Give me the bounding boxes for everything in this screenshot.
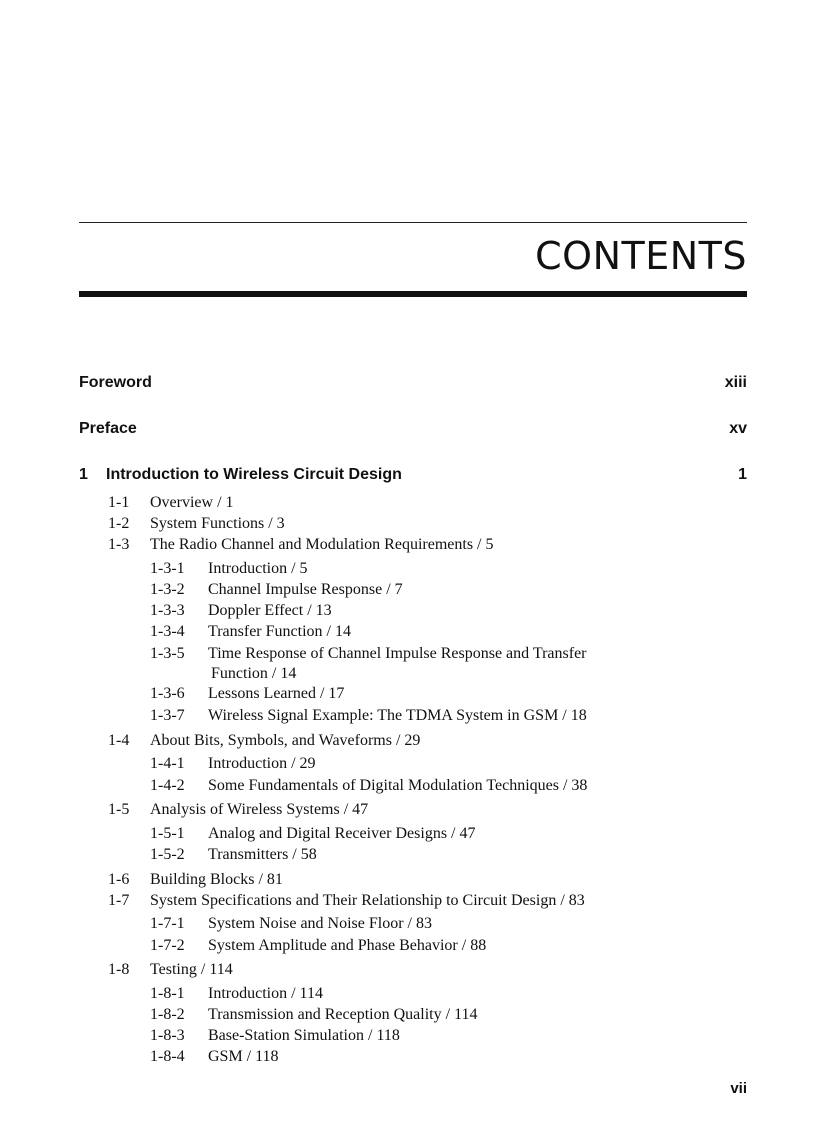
section-text: The Radio Channel and Modulation Requirements / 5 xyxy=(150,536,494,553)
title-rule xyxy=(79,291,747,297)
section-text: Testing / 114 xyxy=(150,961,233,978)
subsection-number: 1-8-1 xyxy=(150,985,185,1002)
subsection-text: Wireless Signal Example: The TDMA System in GSM / 18 xyxy=(208,707,587,724)
subsection-text: Introduction / 5 xyxy=(208,560,308,577)
chapter-page: 1 xyxy=(738,466,747,483)
subsection-text: Analog and Digital Receiver Designs / 47 xyxy=(208,825,476,842)
subsection-text: Base-Station Simulation / 118 xyxy=(208,1027,400,1044)
subsection-number: 1-7-2 xyxy=(150,937,185,954)
entry-page: xv xyxy=(729,420,747,437)
toc-subsection[interactable] xyxy=(150,984,323,1004)
page-title: CONTENTS xyxy=(535,234,747,278)
toc-subsection[interactable] xyxy=(150,1047,279,1067)
page-number: vii xyxy=(730,1080,747,1097)
section-number: 1-4 xyxy=(108,732,130,749)
subsection-text: Function / 14 xyxy=(211,665,297,682)
toc-subsection[interactable] xyxy=(150,1026,400,1046)
toc-section[interactable] xyxy=(108,891,585,911)
section-number: 1-6 xyxy=(108,871,130,888)
subsection-text: Doppler Effect / 13 xyxy=(208,602,332,619)
subsection-number: 1-3-3 xyxy=(150,602,185,619)
toc-subsection[interactable] xyxy=(150,845,317,865)
subsection-text: Transmission and Reception Quality / 114 xyxy=(208,1006,478,1023)
subsection-number: 1-4-2 xyxy=(150,777,185,794)
subsection-number: 1-3-2 xyxy=(150,581,185,598)
section-number: 1-8 xyxy=(108,961,130,978)
entry-page: xiii xyxy=(724,374,747,391)
subsection-number: 1-8-3 xyxy=(150,1027,185,1044)
subsection-number: 1-5-1 xyxy=(150,825,185,842)
toc-subsection[interactable] xyxy=(150,824,476,844)
toc-subsection[interactable] xyxy=(150,1005,477,1025)
toc-chapter-1[interactable] xyxy=(79,466,747,484)
subsection-text: Transfer Function / 14 xyxy=(208,623,351,640)
subsection-text: Transmitters / 58 xyxy=(208,846,317,863)
subsection-text: System Noise and Noise Floor / 83 xyxy=(208,915,432,932)
toc-subsection[interactable] xyxy=(150,936,486,956)
toc-section[interactable] xyxy=(108,535,494,555)
section-number: 1-3 xyxy=(108,536,130,553)
subsection-text: Time Response of Channel Impulse Response and Transfer xyxy=(208,645,587,662)
subsection-number: 1-3-6 xyxy=(150,685,185,702)
toc-entry-preface[interactable] xyxy=(79,420,747,438)
toc-subsection[interactable] xyxy=(150,684,344,704)
toc-section[interactable] xyxy=(108,800,368,820)
subsection-text: System Amplitude and Phase Behavior / 88 xyxy=(208,937,487,954)
section-text: About Bits, Symbols, and Waveforms / 29 xyxy=(150,732,421,749)
toc-subsection[interactable] xyxy=(150,580,403,600)
subsection-number: 1-3-7 xyxy=(150,707,185,724)
section-text: Analysis of Wireless Systems / 47 xyxy=(150,801,369,818)
subsection-number: 1-8-4 xyxy=(150,1048,185,1065)
entry-label: Preface xyxy=(79,420,137,437)
toc-subsection[interactable] xyxy=(150,644,587,664)
subsection-number: 1-8-2 xyxy=(150,1006,185,1023)
subsection-number: 1-5-2 xyxy=(150,846,185,863)
toc-subsection[interactable] xyxy=(150,754,316,774)
subsection-text: GSM / 118 xyxy=(208,1048,279,1065)
subsection-text: Channel Impulse Response / 7 xyxy=(208,581,403,598)
subsection-text: Some Fundamentals of Digital Modulation Techniques / 38 xyxy=(208,777,588,794)
section-text: System Specifications and Their Relationship to Circuit Design / 83 xyxy=(150,892,585,909)
toc-subsection-continuation xyxy=(208,664,296,684)
toc-subsection[interactable] xyxy=(150,914,432,934)
subsection-text: Introduction / 29 xyxy=(208,755,316,772)
toc-section[interactable] xyxy=(108,731,420,751)
subsection-number: 1-4-1 xyxy=(150,755,185,772)
subsection-number: 1-3-4 xyxy=(150,623,185,640)
toc-subsection[interactable] xyxy=(150,776,587,796)
section-number: 1-5 xyxy=(108,801,130,818)
chapter-title: Introduction to Wireless Circuit Design xyxy=(106,466,402,483)
section-text: Building Blocks / 81 xyxy=(150,871,283,888)
toc-subsection[interactable] xyxy=(150,622,351,642)
toc-section[interactable] xyxy=(108,870,283,890)
toc-section[interactable] xyxy=(108,493,234,513)
section-number: 1-1 xyxy=(108,494,130,511)
subsection-text: Introduction / 114 xyxy=(208,985,323,1002)
top-rule xyxy=(79,222,747,223)
toc-section[interactable] xyxy=(108,514,285,534)
subsection-number: 1-3-5 xyxy=(150,645,185,662)
subsection-number: 1-7-1 xyxy=(150,915,185,932)
toc-subsection[interactable] xyxy=(150,559,308,579)
section-text: System Functions / 3 xyxy=(150,515,285,532)
toc-subsection[interactable] xyxy=(150,601,332,621)
subsection-number: 1-3-1 xyxy=(150,560,185,577)
subsection-text: Lessons Learned / 17 xyxy=(208,685,345,702)
section-text: Overview / 1 xyxy=(150,494,234,511)
chapter-number: 1 xyxy=(79,466,88,483)
toc-section[interactable] xyxy=(108,960,233,980)
entry-label: Foreword xyxy=(79,374,152,391)
toc-entry-foreword[interactable] xyxy=(79,374,747,392)
toc-subsection[interactable] xyxy=(150,706,587,726)
section-number: 1-7 xyxy=(108,892,130,909)
section-number: 1-2 xyxy=(108,515,130,532)
